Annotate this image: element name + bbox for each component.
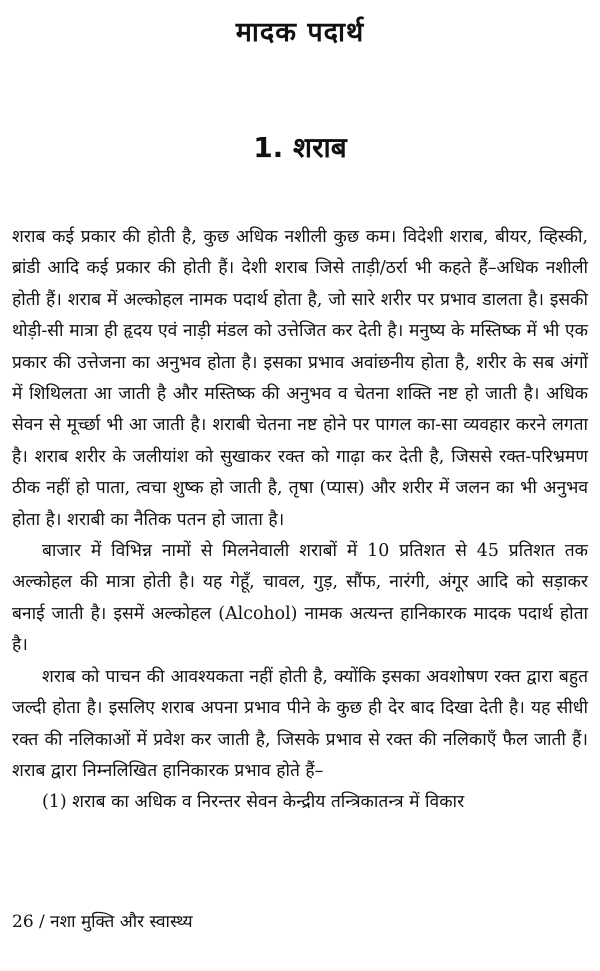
section-heading: 1. शराब [253,131,347,164]
chapter-title: मादक पदार्थ [235,17,365,48]
paragraph-3: शराब को पाचन की आवश्यकता नहीं होती है, क्योंकि इसका अवशोषण रक्त द्वारा बहुत जल्दी होता है। इसलिए शराब अपना प्रभाव पीने के कुछ ही देर बाद दिखा देती है। यह सीधी रक्त की नलिकाओं में प्रवेश कर जाती है, जिसके प्रभाव से रक्त की नलिकाएँ फैल जाती हैं। शराब द्वारा निम्नलिखित हानिकारक प्रभाव होते हैं– [12,666,588,781]
paragraph-1: शराब कई प्रकार की होती है, कुछ अधिक नशीली कुछ कम। विदेशी शराब, बीयर, व्हिस्की, ब्रांडी आदि कई प्रकार की होती हैं। देशी शराब जिसे ताड़ी/ठर्रा भी कहते हैं–अधिक नशीली होती हैं। शराब में अल्कोहल नामक पदार्थ होता है, जो सारे शरीर पर प्रभाव डालता है। इसकी थोड़ी-सी मात्रा ही हृदय एवं नाड़ी मंडल को उत्तेजित कर देती है। मनुष्य के मस्तिष्क में भी एक प्रकार की उत्तेजना का अनुभव होता है। इसका प्रभाव अवांछनीय होता है, शरीर के सब अंगों में शिथिलता आ जाती है और मस्तिष्क की अनुभव व चेतना शक्ति नष्ट हो जाती है। अधिक सेवन से मूर्च्छा भी आ जाती है। शराबी चेतना नष्ट होने पर पागल का-सा व्यवहार करने लगता है। शराब शरीर के जलीयांश को सुखाकर रक्त को गाढ़ा कर देती है, जिससे रक्त-परिभ्रमण ठीक नहीं हो पाता, त्वचा शुष्क हो जाती है, तृषा (प्यास) और शरीर में जलन का भी अनुभव होता है। शराबी का नैतिक पतन हो जाता है। [12,227,588,530]
paragraph-2: बाजार में विभिन्न नामों से मिलनेवाली शराबों में 10 प्रतिशत से 45 प्रतिशत तक अल्कोहल की मात्रा होती है। यह गेहूँ, चावल, गुड़, सौंफ, नारंगी, अंगूर आदि को सड़ाकर बनाई जाती है। इसमें अल्कोहल (Alcohol) नामक अत्यन्त हानिकारक मादक पदार्थ होता है। [12,541,588,656]
body-text [12,222,588,819]
paragraph-4-list-item: (1) शराब का अधिक व निरन्तर सेवन केन्द्रीय तन्त्रिकातन्त्र में विकार [42,792,465,813]
page-footer: 26 / नशा मुक्ति और स्वास्थ्य [12,912,193,932]
